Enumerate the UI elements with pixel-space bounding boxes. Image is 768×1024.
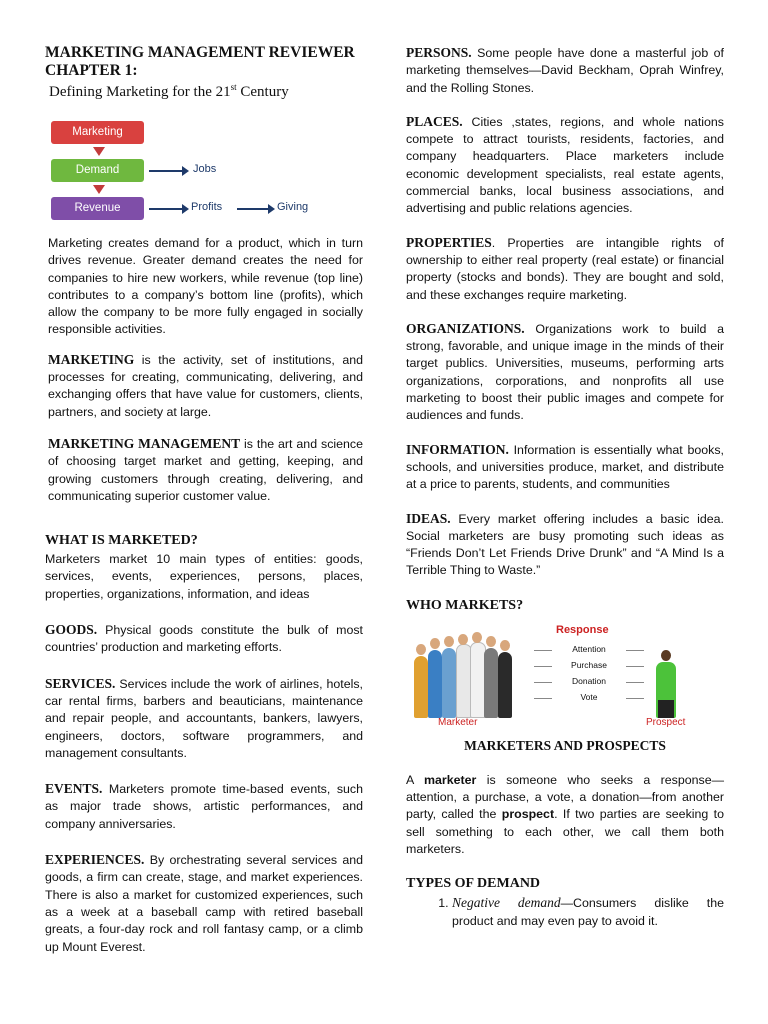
text: . If two parties are seeking to sell something to each other, we call them both marketers. xyxy=(406,807,724,856)
ideas-paragraph xyxy=(406,510,724,580)
what-is-marketed-text: Marketers market 10 main types of entities: goods, services, events, experiences, persons, places, properties, organizations, information, and ideas xyxy=(45,552,363,601)
text: A xyxy=(406,772,424,787)
subtitle-text: Defining Marketing for the 21 xyxy=(49,84,231,100)
response-attention: Attention xyxy=(552,644,626,654)
right-arrow-icon xyxy=(149,208,183,210)
text: is someone who seeks a response—attention, a purchase, a vote, a donation—from another party, called the xyxy=(406,772,724,822)
marketer-head xyxy=(486,636,496,647)
who-markets-heading: WHO MARKETS? xyxy=(406,597,524,613)
marketer-head xyxy=(444,636,454,647)
down-arrow-icon xyxy=(93,147,105,156)
figure-caption: MARKETERS AND PROSPECTS xyxy=(464,737,666,753)
right-arrow-icon xyxy=(237,208,269,210)
organizations-paragraph xyxy=(406,320,724,425)
experiences-paragraph xyxy=(45,851,363,956)
term: PERSONS. xyxy=(406,45,472,60)
title-line-1: MARKETING MANAGEMENT REVIEWER xyxy=(45,44,355,61)
marketer-figure xyxy=(484,648,498,718)
marketing-definition xyxy=(48,351,363,421)
subtitle-text-end: Century xyxy=(236,84,289,100)
left-column xyxy=(45,44,363,956)
definition: is the art and science of choosing target market and getting, keeping, and growing customers through creating, delivering, and communicating superior customer value. xyxy=(48,436,364,503)
demand-text: —Consumers dislike the product and may even pay to avoid it. xyxy=(452,896,724,928)
marketer-head xyxy=(472,632,482,643)
events-paragraph xyxy=(45,780,363,833)
services-paragraph xyxy=(45,675,363,762)
marketers-prospects-figure xyxy=(406,620,724,728)
types-of-demand-list xyxy=(406,894,724,930)
term: PLACES. xyxy=(406,113,463,129)
term: EXPERIENCES. xyxy=(45,852,145,868)
jobs-label: Jobs xyxy=(193,163,217,175)
profits-label: Profits xyxy=(191,201,223,213)
prospect-head xyxy=(661,650,671,661)
definition: Information is essentially what books, schools, and universities produce, market, and distribute at a price to parents, students, and communities xyxy=(406,442,724,492)
marketing-box: Marketing xyxy=(51,121,144,144)
definition: Organizations work to build a strong, favorable, and unique image in the minds of their target publics. Universities, museums, performing arts organizations, corporations, and nonprofits all use marketing to boost their public images and compete for audiences and funds. xyxy=(406,321,724,423)
down-arrow-icon xyxy=(93,185,105,194)
response-vote: Vote xyxy=(552,692,626,702)
term: MARKETING MANAGEMENT xyxy=(48,435,241,451)
places-paragraph xyxy=(406,113,724,218)
intro-paragraph: Marketing creates demand for a product, which in turn drives revenue. Greater demand creates the need for companies to hire new workers, while revenue (top line) contributes to a company’s bottom line (profits), which allow the company to be more fully engaged in socially responsible activities. xyxy=(48,236,363,337)
marketer-head xyxy=(430,638,440,649)
revenue-box: Revenue xyxy=(51,197,144,220)
term-marketer: marketer xyxy=(423,772,477,787)
term: IDEAS. xyxy=(406,510,451,526)
marketer-head xyxy=(458,634,468,645)
response-title: Response xyxy=(556,623,609,636)
definition: Cities ,states, regions, and whole nations compete to attract tourists, residents, factories, and company headquarters. Place marketers include economic development specialists, real estate agents, commercial banks, local business associations, and advertising and public relations agencies. xyxy=(406,114,724,216)
term-prospect: prospect xyxy=(501,807,555,822)
term: PROPERTIES xyxy=(406,234,492,250)
types-of-demand-heading: TYPES OF DEMAND xyxy=(406,876,541,892)
term: GOODS. xyxy=(45,622,98,638)
persons-paragraph xyxy=(406,44,724,97)
definition: Services include the work of airlines, hotels, car rental firms, barbers and beauticians, maintenance and repair people, and accountants, bankers, lawyers, engineers, doctors, software programmers, and management consultants. xyxy=(45,676,363,760)
response-donation: Donation xyxy=(552,676,626,686)
definition: Some people have done a masterful job of marketing themselves—David Beckham, Oprah Winfrey, and the Rolling Stones. xyxy=(406,46,724,95)
term: ORGANIZATIONS. xyxy=(406,320,525,336)
goods-paragraph xyxy=(45,621,363,657)
term: INFORMATION. xyxy=(406,441,509,457)
information-paragraph xyxy=(406,441,724,494)
definition: By orchestrating several services and goods, a firm can create, stage, and market experiences. There is also a market for customized experiences, such as a week at a baseball camp with retired baseball greats, a four-day rock and roll fantasy camp, or a climb up Mount Everest. xyxy=(45,853,363,954)
marketer-figure xyxy=(428,650,442,718)
marketer-head xyxy=(500,640,510,651)
definition: . Properties are intangible rights of ownership to either real property (real estate) or financial property (stocks and bonds). They are bought and sold, and these exchanges require marketing. xyxy=(406,235,724,302)
chapter-subtitle xyxy=(49,82,363,101)
demand-box: Demand xyxy=(51,159,144,182)
marketers-prospects-paragraph xyxy=(406,772,724,858)
demand-term: Negative demand xyxy=(452,895,561,911)
definition: Marketers promote time-based events, such as major trade shows, artistic performances, and company anniversaries. xyxy=(45,782,363,831)
right-column xyxy=(406,44,724,930)
prospect-legs xyxy=(658,700,674,718)
marketer-figure xyxy=(442,648,456,718)
title-line-2: CHAPTER 1: xyxy=(45,62,138,79)
term: EVENTS. xyxy=(45,781,103,797)
right-arrow-icon xyxy=(149,170,183,172)
prospect-label: Prospect xyxy=(646,716,686,728)
definition: is the activity, set of institutions, and processes for creating, communicating, delivering, and exchanging offers that have value for customers, clients, partners, and society at large. xyxy=(48,352,363,419)
marketing-management-definition xyxy=(48,435,363,505)
giving-label: Giving xyxy=(277,201,309,213)
term: SERVICES. xyxy=(45,675,116,691)
definition: Every market offering includes a basic idea. Social marketers are busy promoting such ideas as “Friends Don’t Let Friends Drive Drunk” and “A Mind Is a Terrible Thing to Waste.” xyxy=(406,511,724,578)
marketer-figure xyxy=(498,652,512,718)
term: MARKETING xyxy=(48,351,135,367)
response-purchase: Purchase xyxy=(552,660,626,670)
marketer-figure xyxy=(414,656,428,718)
marketer-label: Marketer xyxy=(438,716,478,728)
subtitle-sup: st xyxy=(230,82,237,92)
properties-paragraph xyxy=(406,234,724,304)
definition: Physical goods constitute the bulk of most countries’ production and marketing efforts. xyxy=(45,623,363,655)
list-item xyxy=(452,894,724,930)
document-title xyxy=(45,44,363,80)
marketer-head xyxy=(416,644,426,655)
marketing-flow-diagram xyxy=(45,121,363,233)
what-is-marketed-heading: WHAT IS MARKETED? xyxy=(45,533,198,549)
